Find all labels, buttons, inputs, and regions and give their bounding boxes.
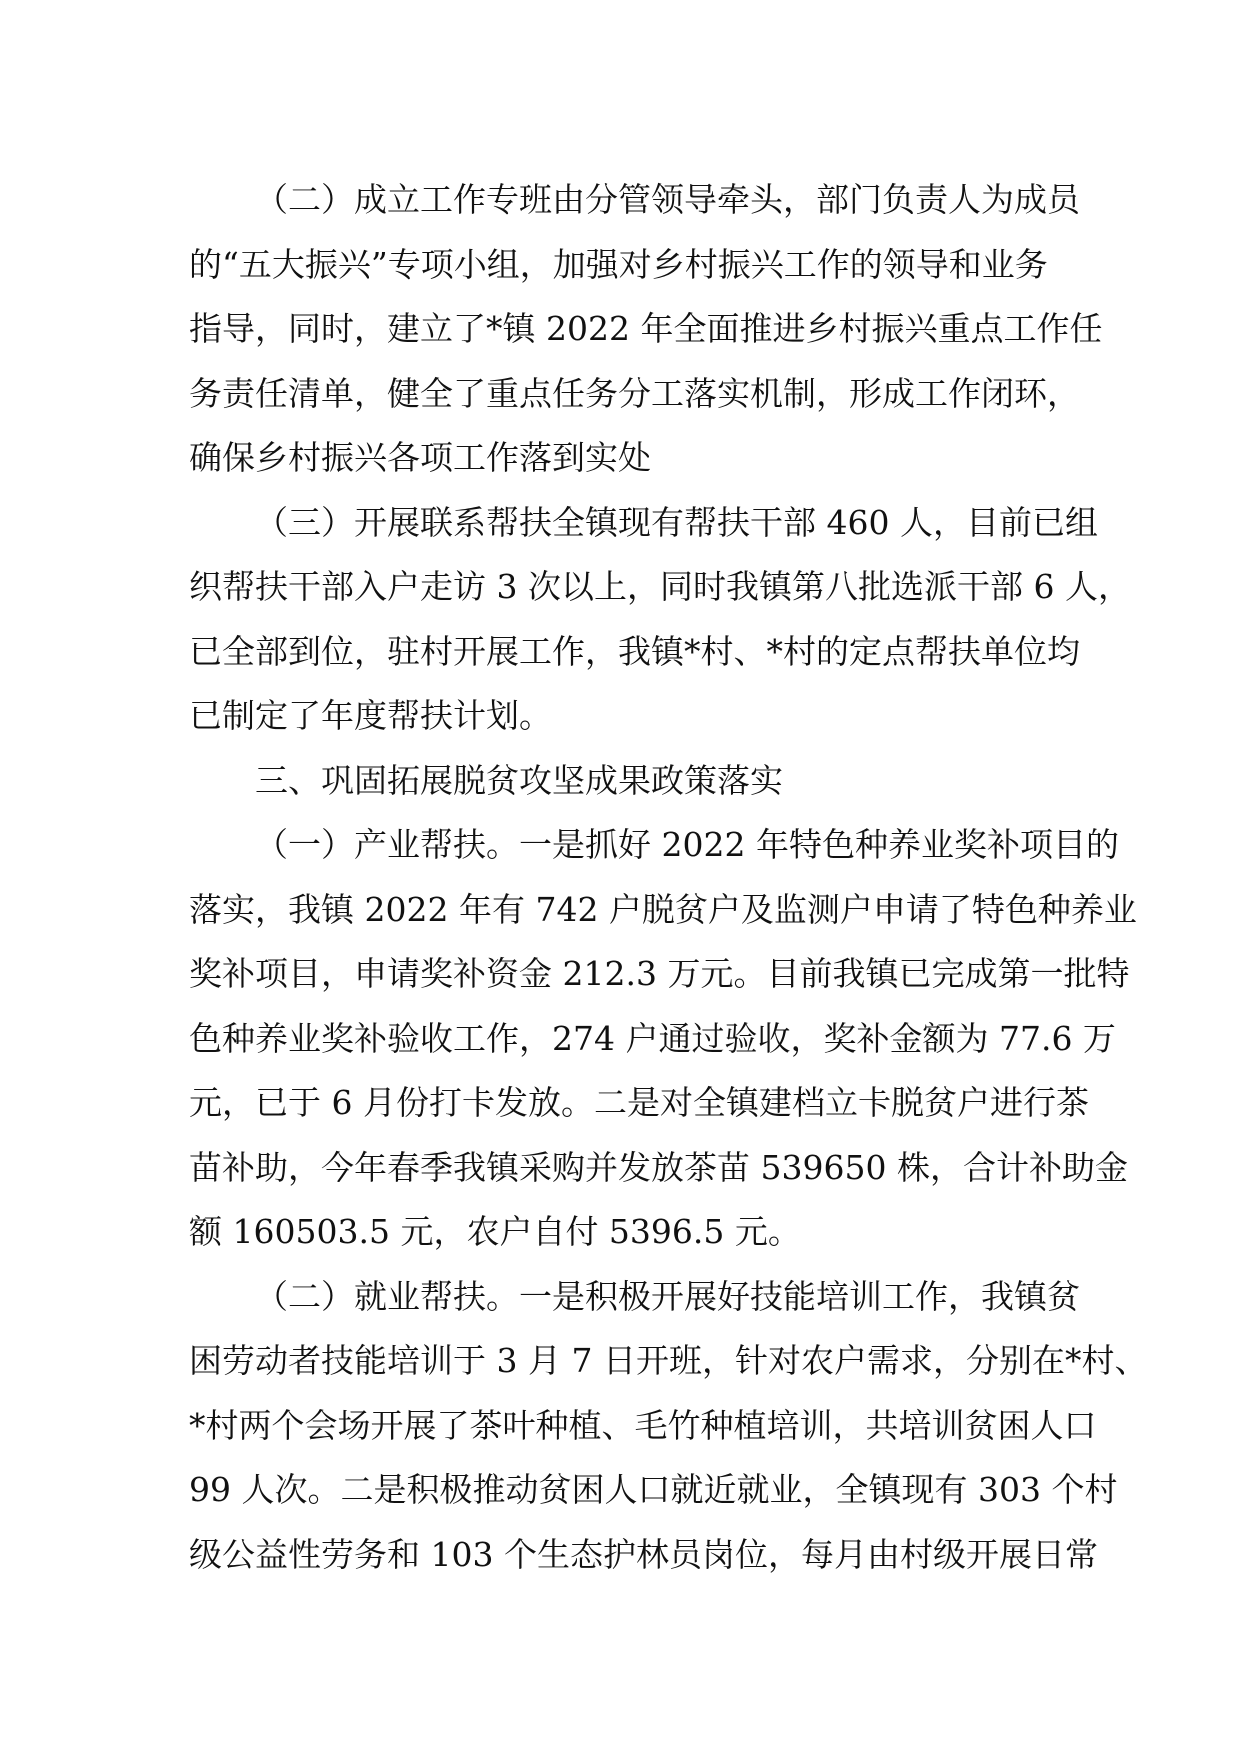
paragraph-3-line-3: 已全部到位，驻村开展工作，我镇*村、*村的定点帮扶单位均 xyxy=(189,631,1080,671)
section-heading: 三、巩固拓展脱贫攻坚成果政策落实 xyxy=(255,760,783,800)
paragraph-3-line-1: （三）开展联系帮扶全镇现有帮扶干部 460 人，目前已组 xyxy=(255,502,1098,542)
paragraph-2-line-4: 务责任清单，健全了重点任务分工落实机制，形成工作闭环， xyxy=(189,373,1080,413)
industry-paragraph-line-2: 落实，我镇 2022 年有 742 户脱贫户及监测户申请了特色种养业 xyxy=(189,889,1137,929)
employment-paragraph-line-3: *村两个会场开展了茶叶种植、毛竹种植培训，共培训贫困人口 xyxy=(189,1405,1097,1445)
employment-paragraph-line-4: 99 人次。二是积极推动贫困人口就近就业，全镇现有 303 个村 xyxy=(189,1470,1118,1509)
employment-paragraph-line-2: 困劳动者技能培训于 3 月 7 日开班，针对农户需求，分别在*村、 xyxy=(189,1341,1148,1380)
paragraph-3-line-4: 已制定了年度帮扶计划。 xyxy=(189,696,552,735)
employment-paragraph-line-1: （二）就业帮扶。一是积极开展好技能培训工作，我镇贫 xyxy=(255,1276,1080,1316)
industry-paragraph-line-7: 额 160503.5 元，农户自付 5396.5 元。 xyxy=(189,1212,801,1251)
industry-paragraph-line-5: 元，已于 6 月份打卡发放。二是对全镇建档立卡脱贫户进行茶 xyxy=(189,1083,1089,1122)
paragraph-2-line-2: 的“五大振兴”专项小组，加强对乡村振兴工作的领导和业务 xyxy=(189,244,1048,284)
industry-paragraph-line-3: 奖补项目，申请奖补资金 212.3 万元。目前我镇已完成第一批特 xyxy=(189,954,1130,993)
paragraph-2-line-5: 确保乡村振兴各项工作落到实处 xyxy=(189,438,651,477)
industry-paragraph-line-6: 苗补助，今年春季我镇采购并发放茶苗 539650 株，合计补助金 xyxy=(189,1147,1128,1187)
paragraph-2-line-1: （二）成立工作专班由分管领导牵头，部门负责人为成员 xyxy=(255,180,1080,219)
document-body xyxy=(189,168,1148,1587)
industry-paragraph-line-1: （一）产业帮扶。一是抓好 2022 年特色种养业奖补项目的 xyxy=(255,825,1119,864)
employment-paragraph-line-5: 级公益性劳务和 103 个生态护林员岗位，每月由村级开展日常 xyxy=(189,1534,1098,1574)
paragraph-2-line-3: 指导，同时，建立了*镇 2022 年全面推进乡村振兴重点工作任 xyxy=(189,309,1103,348)
industry-paragraph-line-4: 色种养业奖补验收工作，274 户通过验收，奖补金额为 77.6 万 xyxy=(189,1018,1116,1058)
paragraph-3-line-2: 织帮扶干部入户走访 3 次以上，同时我镇第八批选派干部 6 人， xyxy=(189,567,1131,606)
